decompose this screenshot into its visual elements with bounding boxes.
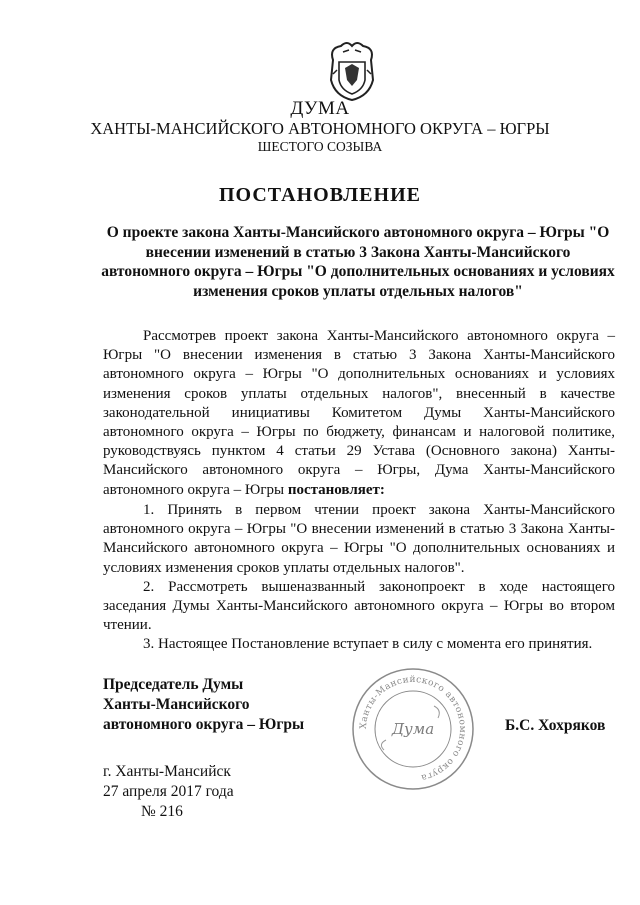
preamble-text: Рассмотрев проект закона Ханты-Мансийского автономного округа – Югры "О внесении изменения в статью 3 Закона Ханты-Мансийского автономного округа – Югры "О дополнительных основаниях и условиях изменения сроков уплаты отдельных налогов", внесенный в качестве законодательной инициативы Комитетом Думы Ханты-Мансийского автономного округа – Югры по бюджету, финансам и налоговой политике, руководствуясь пунктом 4 статьи 29 Устава (Основного закона) Ханты-Мансийского автономного округа – Югры, Дума Ханты-Мансийского автономного округа – Югры [103, 328, 615, 498]
document-footer [103, 762, 234, 822]
date: 27 апреля 2017 года [103, 783, 234, 800]
coat-of-arms-emblem [323, 40, 381, 102]
org-name: ДУМА [290, 98, 350, 119]
official-stamp [350, 666, 476, 792]
city: г. Ханты-Мансийск [103, 763, 231, 780]
region-name: ХАНТЫ-МАНСИЙСКОГО АВТОНОМНОГО ОКРУГА – ЮГРЫ [90, 119, 550, 138]
position-line: Ханты-Мансийского [103, 696, 250, 713]
stamp-ring-text: Ханты-Мансийского автономного округа [358, 674, 468, 783]
resolution-item: 3. Настоящее Постановление вступает в силу с момента его принятия. [143, 636, 593, 653]
document-number: № 216 [141, 803, 183, 820]
signatory-name: Б.С. Хохряков [505, 717, 606, 734]
resolution-item: 1. Принять в первом чтении проект закона Ханты-Мансийского автономного округа – Югры "О внесении изменений в статью 3 Закона Ханты-Мансийского автономного округа – Югры "О дополнительных основаниях и условиях изменения сроков уплаты отдельных налогов". [103, 502, 615, 576]
preamble-paragraph [103, 327, 615, 500]
resolution-items [103, 501, 615, 655]
stamp-center-text: Дума [391, 720, 435, 738]
document-type-title: ПОСТАНОВЛЕНИЕ [219, 184, 421, 206]
resolves-label: постановляет: [287, 481, 385, 498]
signatory-position [103, 675, 304, 735]
position-line: автономного округа – Югры [103, 716, 305, 733]
convocation: ШЕСТОГО СОЗЫВА [257, 139, 383, 154]
document-subject: О проекте закона Ханты-Мансийского автономного округа – Югры "О внесении изменений в статью 3 Закона Ханты-Мансийского автономного округа – Югры "О дополнительных основаниях и условиях изменения сроков уплаты отдельных налогов" [101, 224, 615, 300]
position-line: Председатель Думы [103, 676, 244, 693]
resolution-item: 2. Рассмотреть вышеназванный законопроект в ходе настоящего заседания Думы Ханты-Мансийского автономного округа – Югры во втором чтении. [103, 578, 615, 634]
